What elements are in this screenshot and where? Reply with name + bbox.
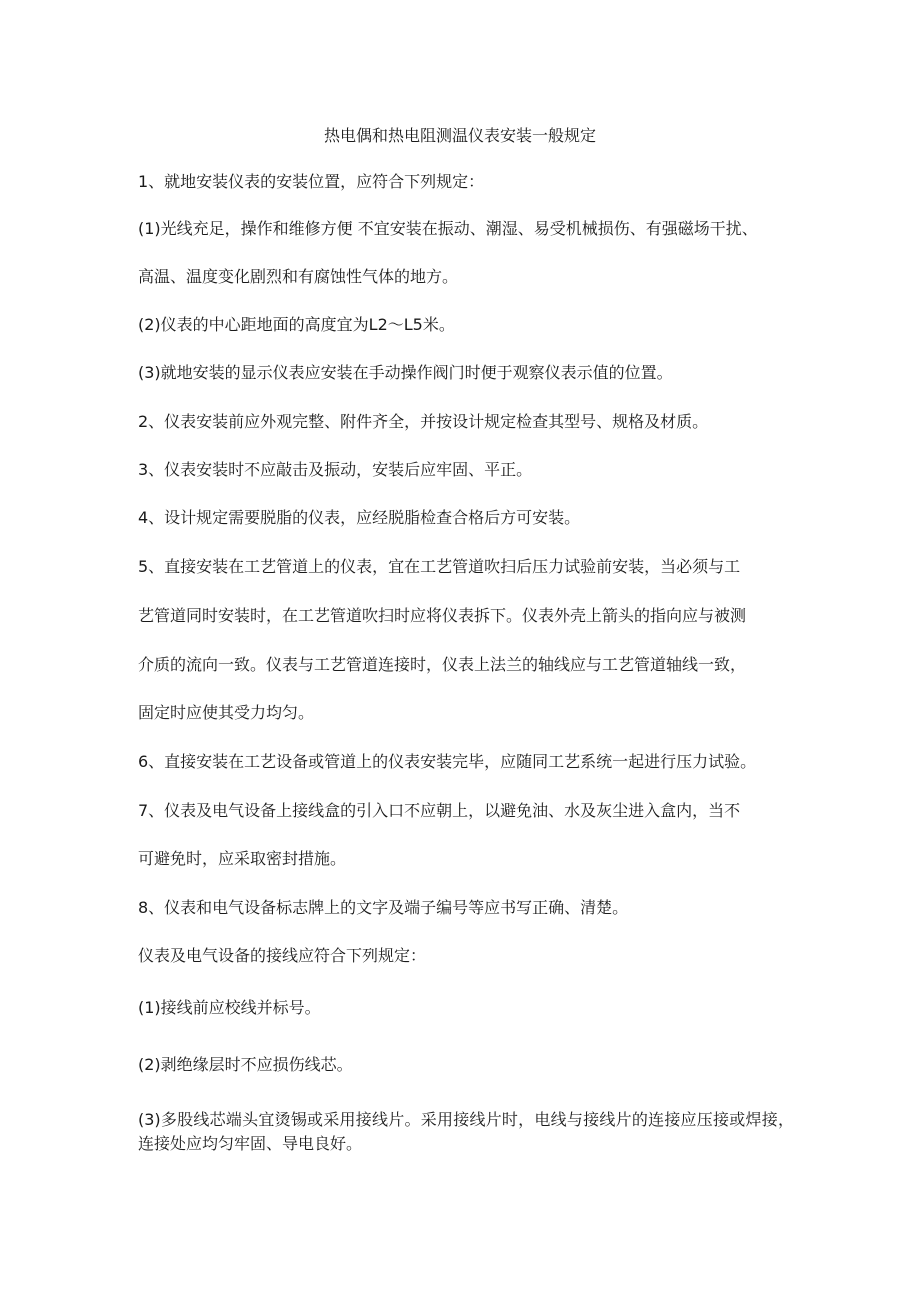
text-line: 固定时应使其受力均匀。 (138, 703, 315, 722)
text-line: (1)光线充足，操作和维修方便 不宜安装在振动、潮湿、易受机械损伤、有强磁场干扰、 (138, 219, 758, 238)
text-line: 仪表及电气设备的接线应符合下列规定： (138, 946, 427, 965)
text-line: 6、直接安装在工艺设备或管道上的仪表安装完毕，应随同工艺系统一起进行压力试验。 (138, 752, 757, 771)
text-line: 可避免时，应采取密封措施。 (138, 849, 347, 868)
text-line: (2)剥绝缘层时不应损伤线芯。 (138, 1055, 353, 1074)
text-line: 艺管道同时安装时，在工艺管道吹扫时应将仪表拆下。仪表外壳上箭头的指向应与被测 (138, 606, 747, 625)
text-line: 8、仪表和电气设备标志牌上的文字及端子编号等应书写正确、清楚。 (138, 898, 629, 917)
text-line: (1)接线前应校线并标号。 (138, 998, 321, 1017)
text-line: 5、直接安装在工艺管道上的仪表，宜在工艺管道吹扫后压力试验前安装，当必须与工 (138, 557, 741, 576)
text-line: 介质的流向一致。仪表与工艺管道连接时，仪表上法兰的轴线应与工艺管道轴线一致， (138, 655, 747, 674)
text-line: 2、仪表安装前应外观完整、附件齐全，并按设计规定检查其型号、规格及材质。 (138, 412, 709, 431)
text-line: (2)仪表的中心距地面的高度宜为L2～L5米。 (138, 315, 455, 334)
text-line: 4、设计规定需要脱脂的仪表，应经脱脂检查合格后方可安装。 (138, 508, 581, 527)
document-title: 热电偶和热电阻测温仪表安装一般规定 (323, 126, 596, 145)
text-line: 3、仪表安装时不应敲击及振动，安装后应牢固、平正。 (138, 460, 533, 479)
text-line: (3)就地安装的显示仪表应安装在手动操作阀门时便于观察仪表示值的位置。 (138, 363, 673, 382)
text-line: 高温、温度变化剧烈和有腐蚀性气体的地方。 (138, 267, 459, 286)
text-paragraph: (3)多股线芯端头宜烫锡或采用接线片。采用接线片时，电线与接线片的连接应压接或焊接，连接处应均匀牢固、导电良好。 (138, 1110, 794, 1153)
text-line: 1、就地安装仪表的安装位置，应符合下列规定： (138, 172, 485, 191)
text-line: 7、仪表及电气设备上接线盒的引入口不应朝上，以避免油、水及灰尘进入盒内，当不 (138, 801, 741, 820)
